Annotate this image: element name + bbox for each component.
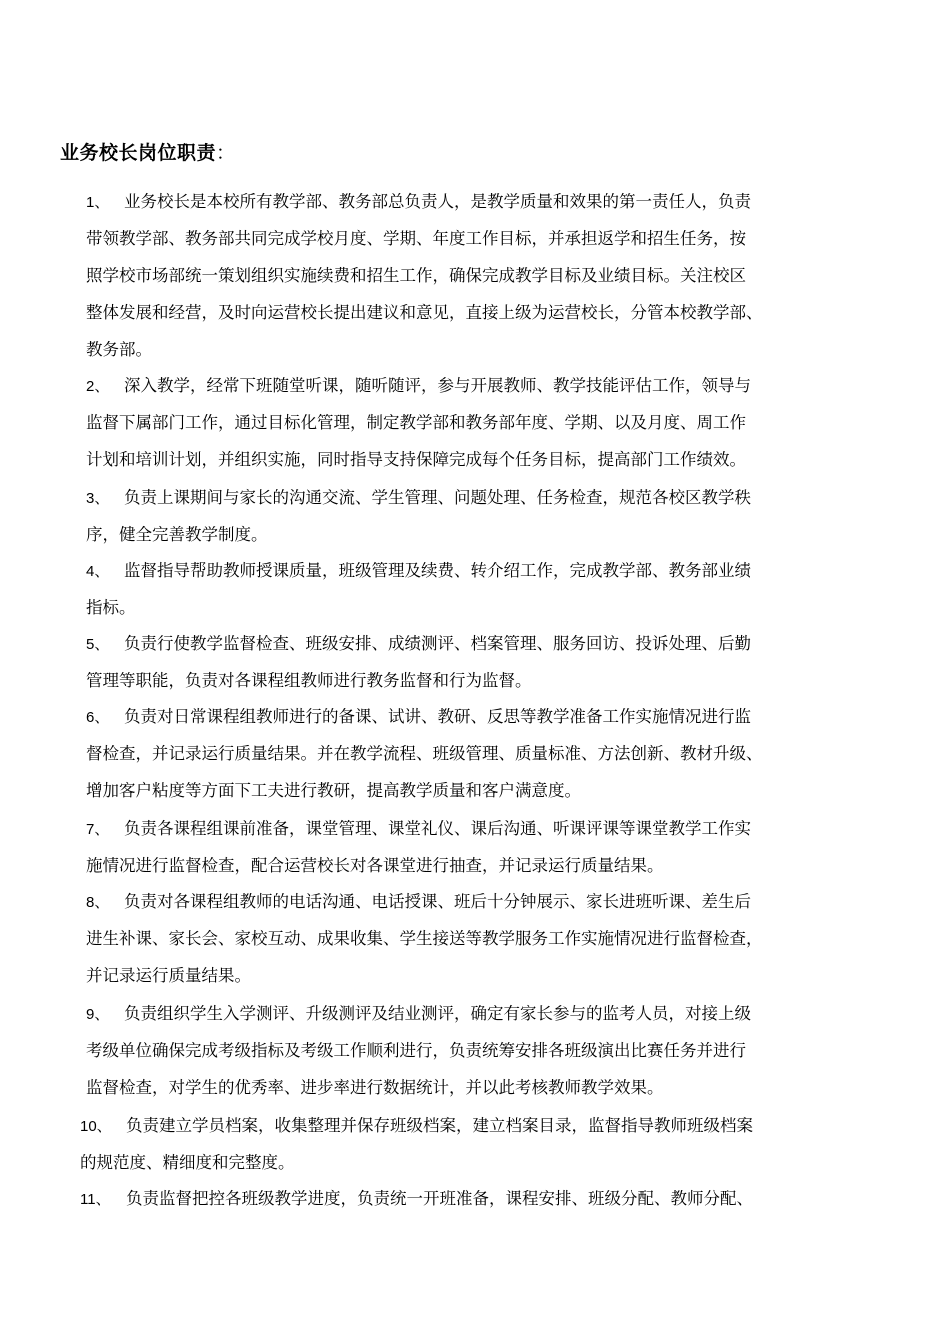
duty-line — [86, 920, 876, 957]
duty-line — [86, 957, 876, 994]
duty-item — [86, 883, 876, 994]
duty-number: 2、 — [86, 378, 110, 395]
duty-text: 负责建立学员档案，收集整理并保存班级档案，建立档案目录，监督指导教师班级档案 — [126, 1116, 753, 1135]
duty-line — [86, 257, 876, 294]
duty-line — [86, 367, 876, 404]
duty-text: 负责组织学生入学测评、升级测评及结业测评，确定有家长参与的监考人员，对接上级 — [124, 1004, 751, 1023]
duty-number: 10、 — [80, 1118, 112, 1135]
duty-line — [86, 441, 876, 478]
duty-text: 整体发展和经营，及时向运营校长提出建议和意见，直接上级为运营校长，分管本校教学部、 — [86, 303, 763, 322]
duty-line — [80, 1107, 870, 1144]
duty-text: 监督下属部门工作，通过目标化管理，制定教学部和教务部年度、学期、以及月度、周工作 — [86, 413, 746, 432]
duty-line — [86, 516, 876, 553]
duty-item — [86, 552, 876, 626]
duty-number: 5、 — [86, 636, 110, 653]
duty-line — [86, 404, 876, 441]
duty-line — [86, 479, 876, 516]
duty-line — [86, 552, 876, 589]
duty-text: 进生补课、家长会、家校互动、成果收集、学生接送等教学服务工作实施情况进行监督检查， — [86, 929, 763, 948]
duty-text: 指标。 — [86, 598, 136, 617]
duty-line — [80, 1180, 870, 1217]
duty-text: 序，健全完善教学制度。 — [86, 525, 268, 544]
duty-text: 负责监督把控各班级教学进度，负责统一开班准备，课程安排、班级分配、教师分配、 — [126, 1189, 753, 1208]
duty-item — [86, 698, 876, 809]
duty-text: 负责各课程组课前准备，课堂管理、课堂礼仪、课后沟通、听课评课等课堂教学工作实 — [124, 819, 751, 838]
duty-text: 深入教学，经常下班随堂听课，随听随评，参与开展教师、教学技能评估工作，领导与 — [124, 376, 751, 395]
duty-number: 11、 — [80, 1191, 111, 1208]
duty-text: 并记录运行质量结果。 — [86, 966, 251, 985]
duty-text: 负责对日常课程组教师进行的备课、试讲、教研、反思等教学准备工作实施情况进行监 — [124, 707, 751, 726]
duty-text: 负责对各课程组教师的电话沟通、电话授课、班后十分钟展示、家长进班听课、差生后 — [124, 892, 751, 911]
duty-line — [86, 772, 876, 809]
duty-item — [80, 1180, 870, 1217]
duty-line — [86, 810, 876, 847]
duty-line — [86, 1032, 876, 1069]
duty-text: 带领教学部、教务部共同完成学校月度、学期、年度工作目标，并承担返学和招生任务，按 — [86, 229, 746, 248]
duty-text: 负责行使教学监督检查、班级安排、成绩测评、档案管理、服务回访、投诉处理、后勤 — [124, 634, 751, 653]
duty-text: 教务部。 — [86, 340, 152, 359]
duty-number: 8、 — [86, 894, 110, 911]
duty-number: 9、 — [86, 1006, 110, 1023]
duty-text: 督检查，并记录运行质量结果。并在教学流程、班级管理、质量标准、方法创新、教材升级、 — [86, 744, 763, 763]
title-text: 业务校长岗位职责 — [60, 142, 217, 164]
duty-text: 计划和培训计划，并组织实施，同时指导支持保障完成每个任务目标，提高部门工作绩效。 — [86, 450, 746, 469]
duty-text: 考级单位确保完成考级指标及考级工作顺利进行，负责统筹安排各班级演出比赛任务并进行 — [86, 1041, 746, 1060]
duty-text: 的规范度、精细度和完整度。 — [80, 1153, 295, 1172]
duty-line — [86, 589, 876, 626]
duty-line — [86, 220, 876, 257]
duty-line — [86, 995, 876, 1032]
duty-item — [86, 367, 876, 478]
duty-text: 施情况进行监督检查，配合运营校长对各课堂进行抽查，并记录运行质量结果。 — [86, 856, 664, 875]
duty-number: 4、 — [86, 563, 110, 580]
duty-line — [86, 662, 876, 699]
duty-line — [86, 735, 876, 772]
duty-line — [86, 698, 876, 735]
duty-text: 监督指导帮助教师授课质量，班级管理及续费、转介绍工作，完成教学部、教务部业绩 — [124, 561, 751, 580]
duty-line — [80, 1144, 870, 1181]
duty-item — [86, 625, 876, 699]
duty-line — [86, 1069, 876, 1106]
duty-line — [86, 183, 876, 220]
duty-number: 3、 — [86, 490, 110, 507]
duty-line — [86, 331, 876, 368]
duty-text: 业务校长是本校所有教学部、教务部总负责人，是教学质量和效果的第一责任人，负责 — [124, 192, 751, 211]
duty-item — [86, 995, 876, 1106]
duty-item — [80, 1107, 870, 1181]
duty-item — [86, 810, 876, 884]
duty-text: 管理等职能，负责对各课程组教师进行教务监督和行为监督。 — [86, 671, 532, 690]
duty-number: 6、 — [86, 709, 110, 726]
duty-number: 7、 — [86, 821, 110, 838]
duty-line — [86, 883, 876, 920]
duty-line — [86, 847, 876, 884]
duty-line — [86, 294, 876, 331]
duty-text: 负责上课期间与家长的沟通交流、学生管理、问题处理、任务检查，规范各校区教学秩 — [124, 488, 751, 507]
duty-text: 监督检查，对学生的优秀率、进步率进行数据统计，并以此考核教师教学效果。 — [86, 1078, 664, 1097]
page-title — [60, 138, 236, 165]
title-colon: ： — [216, 142, 236, 164]
duty-text: 照学校市场部统一策划组织实施续费和招生工作，确保完成教学目标及业绩目标。关注校区 — [86, 266, 746, 285]
duty-item — [86, 479, 876, 553]
duty-number: 1、 — [86, 194, 110, 211]
duty-item — [86, 183, 876, 368]
duty-line — [86, 625, 876, 662]
duty-text: 增加客户粘度等方面下工夫进行教研，提高教学质量和客户满意度。 — [86, 781, 581, 800]
